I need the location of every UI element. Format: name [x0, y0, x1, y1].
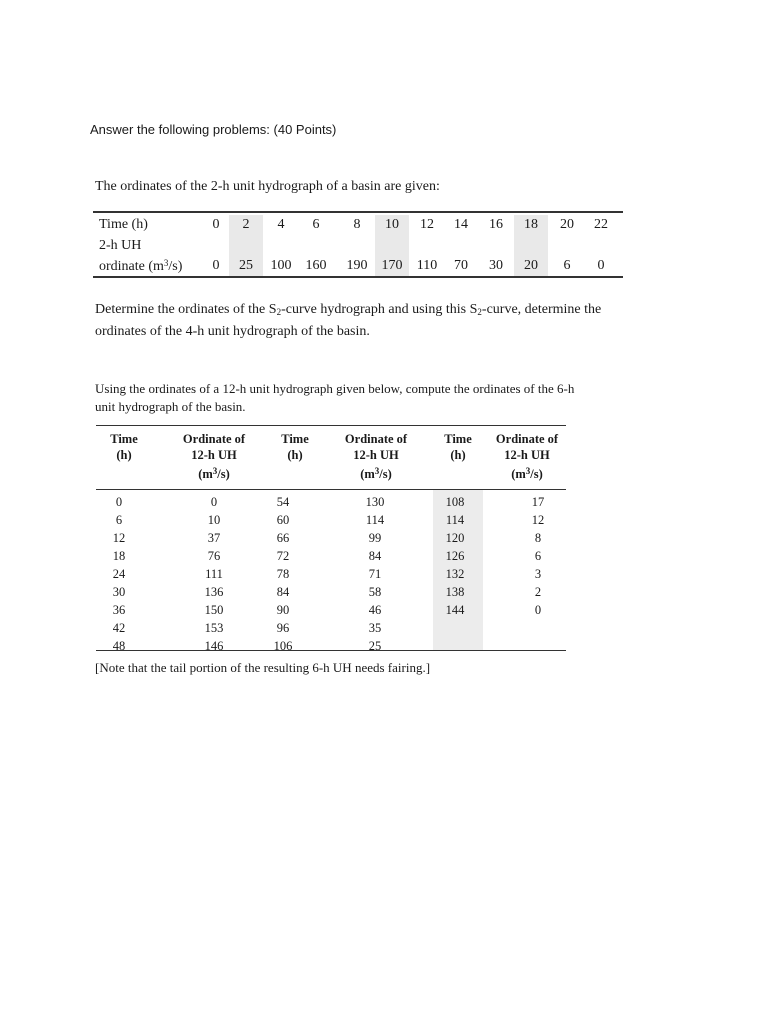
- time-col-1: [113, 493, 126, 655]
- table-cell: 130: [365, 495, 385, 509]
- table-cell: 58: [368, 585, 382, 599]
- ordinate-col-2: [366, 493, 385, 655]
- time-cell: 6: [312, 217, 320, 232]
- table-cell: 12: [531, 513, 545, 527]
- time-cell: 4: [277, 217, 285, 232]
- time-col-3: [446, 493, 465, 619]
- table-cell: 3: [534, 567, 542, 581]
- ordinate-cell: 110: [416, 258, 438, 273]
- time-cell: 20: [560, 217, 574, 232]
- problem1-intro: The ordinates of the 2-h unit hydrograph of a basin are given:: [95, 179, 440, 194]
- table-cell: 12: [112, 531, 126, 545]
- ordinate-header-2: Ordinate of 12-h UH $(m^3/s)$: [344, 432, 408, 481]
- time-cell: 16: [489, 217, 503, 232]
- uh-row-label: 2-h UH: [99, 238, 142, 253]
- table-cell: 42: [112, 621, 126, 635]
- shaded-cell: [514, 236, 548, 256]
- shaded-cell: [229, 236, 263, 256]
- table-cell: 25: [368, 639, 382, 653]
- problem1-task: Determine the ordinates of the $S_2$-curve hydrograph and using this $S_2$-curve, determine the ordinates of the 4-h unit hydrograph of the basin.: [95, 302, 602, 339]
- table-cell: 138: [445, 585, 465, 599]
- ordinate-cell: 0: [212, 258, 220, 273]
- table-cell: 2: [534, 585, 542, 599]
- ordinate-col-3: [532, 493, 545, 619]
- table-cell: 66: [276, 531, 290, 545]
- ordinate-header-1: Ordinate of 12-h UH $(m^3/s)$: [182, 432, 246, 481]
- time-cell: 22: [594, 217, 608, 232]
- ordinate-row-label: ordinate $(m^3/s)$: [99, 258, 183, 274]
- table-cell: 114: [365, 513, 385, 527]
- table-cell: 108: [445, 495, 465, 509]
- table-cell: 10: [207, 513, 221, 527]
- table-cell: 99: [368, 531, 382, 545]
- table-cell: 78: [276, 567, 290, 581]
- time-header-1: Time (h): [110, 432, 138, 462]
- table-cell: 0: [115, 495, 123, 509]
- time-cell: 2: [242, 217, 250, 232]
- table-cell: 6: [115, 513, 123, 527]
- time-row-label: Time (h): [99, 217, 148, 232]
- table-cell: 37: [207, 531, 221, 545]
- table-cell: 46: [368, 603, 382, 617]
- table-cell: 106: [273, 639, 293, 653]
- table-cell: 30: [112, 585, 126, 599]
- table-cell: 0: [210, 495, 218, 509]
- table-cell: 136: [204, 585, 224, 599]
- table-cell: 35: [368, 621, 382, 635]
- table-cell: 84: [368, 549, 382, 563]
- table-cell: 144: [445, 603, 465, 617]
- uh-2h-table: [93, 211, 623, 278]
- table-header: [96, 426, 566, 490]
- time-cell: 10: [385, 217, 399, 232]
- ordinate-cell: 6: [563, 258, 571, 273]
- ordinate-col-1: [205, 493, 224, 655]
- ordinate-cell: 30: [489, 258, 503, 273]
- ordinate-row: [93, 256, 623, 276]
- ordinate-header-3: Ordinate of 12-h UH $(m^3/s)$: [495, 432, 559, 481]
- time-cell: 18: [524, 217, 538, 232]
- shaded-cell: [375, 236, 409, 256]
- ordinate-cell: 170: [381, 258, 403, 273]
- table-cell: 8: [534, 531, 542, 545]
- uh-label-row: [93, 236, 623, 256]
- ordinate-cell: 190: [346, 258, 368, 273]
- table-cell: 132: [445, 567, 465, 581]
- time-row: [93, 215, 623, 236]
- table-cell: 84: [276, 585, 290, 599]
- ordinate-cell: 0: [597, 258, 605, 273]
- ordinate-cell: 25: [239, 258, 253, 273]
- table-cell: 90: [276, 603, 290, 617]
- table-cell: 111: [205, 567, 223, 581]
- ordinate-cell: 100: [270, 258, 292, 273]
- table-cell: 153: [204, 621, 224, 635]
- ordinate-cell: 70: [454, 258, 468, 273]
- time-cell: 14: [454, 217, 468, 232]
- time-cell: 8: [353, 217, 361, 232]
- fairing-note: [Note that the tail portion of the resulting 6-h UH needs fairing.]: [95, 660, 431, 675]
- assignment-header: Answer the following problems: (40 Points): [90, 122, 337, 137]
- table-cell: 96: [276, 621, 290, 635]
- table-cell: 54: [276, 495, 290, 509]
- table-cell: 60: [276, 513, 290, 527]
- table-cell: 114: [445, 513, 465, 527]
- time-col-2: [274, 493, 293, 655]
- table-cell: 0: [534, 603, 542, 617]
- time-header-3: Time (h): [444, 432, 472, 462]
- table-cell: 150: [204, 603, 224, 617]
- table-cell: 146: [204, 639, 224, 653]
- table-cell: 76: [207, 549, 221, 563]
- time-cell: 0: [212, 217, 220, 232]
- ordinate-cell: 20: [524, 258, 538, 273]
- ordinate-cell: 160: [305, 258, 327, 273]
- table-cell: 48: [112, 639, 126, 653]
- time-header-2: Time (h): [281, 432, 309, 462]
- table-cell: 120: [445, 531, 465, 545]
- table-body: [96, 490, 566, 653]
- table-cell: 24: [112, 567, 126, 581]
- table-cell: 36: [112, 603, 126, 617]
- table-cell: 18: [112, 549, 126, 563]
- uh-12h-table: [96, 425, 566, 651]
- table-cell: 72: [276, 549, 290, 563]
- time-cell: 12: [420, 217, 434, 232]
- table-cell: 17: [531, 495, 545, 509]
- table-cell: 71: [368, 567, 382, 581]
- problem2-intro: Using the ordinates of a 12-h unit hydrograph given below, compute the ordinates of the 6-h unit hydrograph of the basin.: [95, 381, 575, 414]
- table-cell: 6: [534, 549, 542, 563]
- table-cell: 126: [445, 549, 465, 563]
